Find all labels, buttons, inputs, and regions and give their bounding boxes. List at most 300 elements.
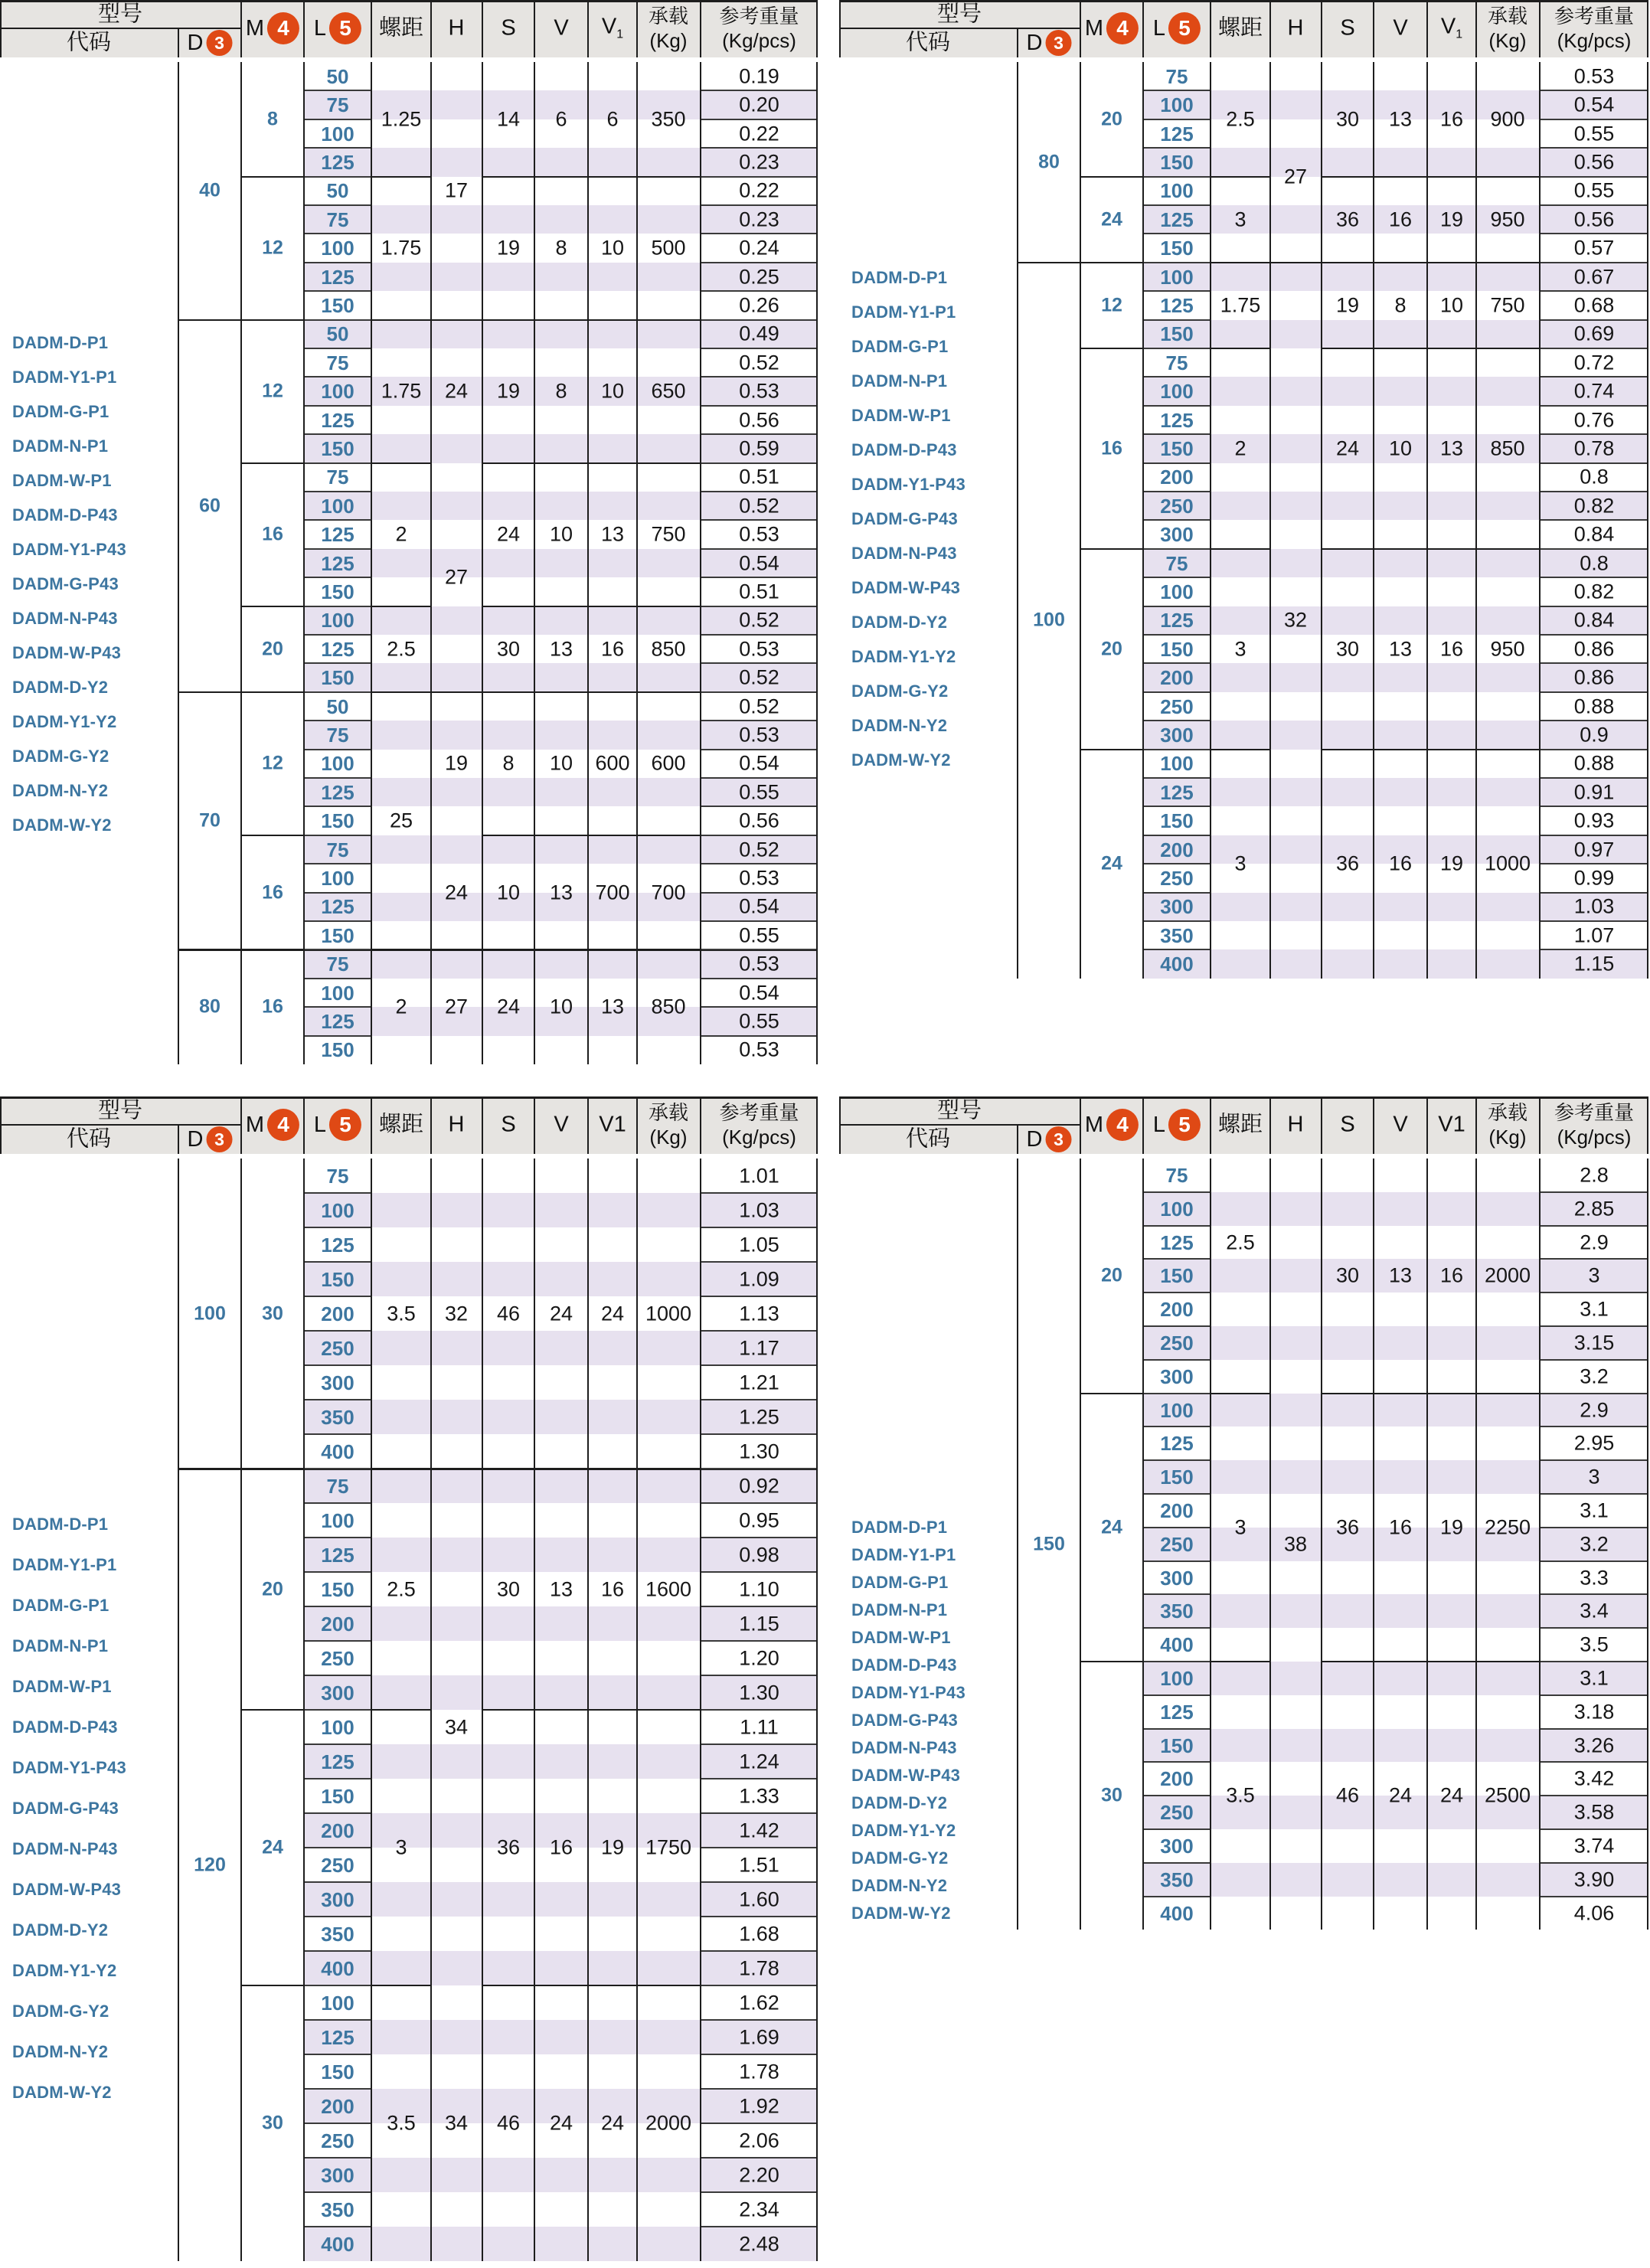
l-value: 50 [326, 322, 349, 346]
grid-line [1143, 262, 1211, 263]
grid-line [636, 62, 638, 1064]
grid-line [701, 233, 818, 234]
s-value: 36 [1335, 1515, 1360, 1539]
grid-line [304, 577, 371, 578]
grid-line [1143, 1795, 1211, 1796]
grid-line [1539, 62, 1541, 979]
grid-line [1210, 1159, 1211, 1930]
col-header-m [1085, 12, 1139, 44]
grid-line [701, 1364, 818, 1366]
code-item: DADM-G-P43 [851, 508, 958, 528]
l-value: 200 [1160, 838, 1194, 861]
grid-line [304, 892, 371, 894]
h-value: 24 [444, 881, 469, 904]
l-value: 125 [1160, 1700, 1194, 1724]
m-value: 16 [262, 523, 283, 545]
m-label: M [245, 15, 265, 41]
weight-value: 3.5 [1580, 1632, 1609, 1656]
grid-line [700, 1159, 701, 2261]
grid-line [304, 978, 371, 979]
load-value: 1750 [645, 1835, 692, 1859]
weight-value: 1.30 [739, 1681, 779, 1704]
pitch-value: 2.5 [1226, 107, 1255, 131]
grid-line [240, 1159, 242, 2261]
weight-value: 0.98 [739, 1543, 779, 1566]
code-item: DADM-Y1-P43 [12, 539, 126, 559]
grid-line [1540, 1225, 1648, 1227]
grid-line [1143, 319, 1211, 321]
col-header-pitch: 螺距 [378, 15, 424, 41]
grid-line [701, 462, 818, 464]
spec-table-bottom-left [0, 1096, 818, 2256]
weight-value: 0.52 [739, 665, 779, 689]
v-value: 24 [549, 2111, 573, 2135]
grid-line [701, 376, 818, 377]
weight-value: 1.25 [739, 1405, 779, 1428]
l-value: 150 [321, 923, 355, 947]
grid-line [636, 1096, 638, 1154]
m-label: M [1084, 1112, 1104, 1137]
grid-line [178, 62, 179, 1064]
grid-line [1143, 949, 1211, 950]
l-value: 75 [326, 208, 349, 231]
l-value: 350 [1160, 1600, 1194, 1623]
grid-line [1540, 405, 1648, 407]
grid-line [700, 62, 701, 1064]
code-item: DADM-W-P43 [12, 642, 122, 662]
l-value: 125 [1160, 609, 1194, 632]
grid-line [304, 1364, 371, 1366]
grid-line [1321, 62, 1322, 979]
grid-line [1647, 62, 1648, 979]
l-value: 250 [1160, 1532, 1194, 1556]
h-value: 19 [444, 751, 469, 775]
grid-line [1210, 0, 1211, 57]
l-value: 250 [321, 1853, 355, 1877]
s-value: 24 [1335, 436, 1360, 460]
grid-line [701, 119, 818, 120]
load-value: 600 [651, 751, 686, 775]
grid-line [534, 0, 535, 57]
row-stripe [1143, 663, 1648, 691]
grid-line [636, 1159, 638, 2261]
d-value: 80 [1038, 151, 1060, 173]
weight-value: 0.84 [1573, 608, 1615, 632]
l-label: L [1152, 1112, 1166, 1137]
grid-line [304, 2226, 371, 2227]
weight-value: 3.42 [1573, 1766, 1615, 1790]
weight-value: 3.1 [1580, 1666, 1609, 1690]
grid-line [304, 1743, 371, 1745]
grid-line [304, 233, 371, 234]
l-value: 125 [1160, 122, 1194, 145]
grid-line [1143, 290, 1211, 292]
code-item: DADM-D-P1 [851, 267, 948, 287]
grid-line [701, 1227, 818, 1228]
code-item: DADM-Y1-Y2 [851, 646, 956, 666]
grid-line [701, 634, 818, 636]
grid-line [701, 1330, 818, 1332]
l-value: 150 [1160, 237, 1194, 260]
load-value: 1000 [1484, 851, 1531, 875]
grid-line [816, 62, 818, 1064]
v-value: 10 [1388, 436, 1413, 460]
weight-value: 0.84 [1573, 522, 1615, 546]
h-value: 27 [1283, 165, 1308, 188]
weight-value: 1.11 [740, 1715, 779, 1738]
l-value: 200 [321, 1612, 355, 1636]
grid-line [701, 662, 818, 664]
grid-line [1210, 1096, 1211, 1154]
v-value: 10 [549, 522, 573, 546]
grid-line [701, 319, 818, 321]
l-value: 200 [1160, 1298, 1194, 1322]
grid-line [1143, 1896, 1211, 1897]
weight-value: 0.53 [739, 1038, 779, 1061]
weight-value: 0.55 [739, 923, 779, 947]
m-value: 30 [262, 1302, 283, 1324]
v1-value: 16 [1439, 107, 1464, 131]
s-value: 19 [1335, 293, 1360, 317]
grid-line [304, 2088, 371, 2090]
v-value: 13 [1388, 1263, 1413, 1287]
col-header-v: V [554, 15, 569, 41]
grid-line [1540, 433, 1648, 435]
grid-line [304, 1847, 371, 1848]
row-stripe [1143, 320, 1648, 348]
code-item: DADM-Y1-P1 [851, 1545, 956, 1564]
weight-value: 1.15 [739, 1612, 779, 1635]
grid-line [1540, 147, 1648, 149]
weight-value: 0.52 [739, 494, 779, 518]
v1-value: 10 [600, 236, 625, 260]
grid-line [701, 1847, 818, 1848]
pitch-value: 2.5 [1226, 1230, 1255, 1253]
v1-value: 6 [606, 107, 619, 131]
grid-line [304, 90, 371, 91]
v1-value: 13 [1439, 436, 1464, 460]
weight-value: 0.52 [739, 608, 779, 632]
grid-line [178, 1159, 179, 2261]
grid-line [304, 262, 371, 263]
col-header-d [1027, 30, 1072, 56]
m-value: 20 [262, 1578, 283, 1600]
m-value: 30 [262, 2112, 283, 2134]
pitch-value: 1.75 [1220, 293, 1261, 317]
v1-value: 24 [1439, 1783, 1464, 1807]
grid-line [240, 1096, 242, 1154]
grid-line [1143, 1393, 1211, 1394]
code-item: DADM-Y1-P1 [12, 1554, 117, 1574]
v-value: 13 [549, 637, 573, 661]
weight-value: 0.55 [739, 780, 779, 804]
weight-value: 1.69 [739, 2025, 779, 2048]
grid-line [701, 978, 818, 979]
grid-line [1426, 0, 1428, 57]
h-value: 32 [1283, 608, 1308, 632]
col-header-v1: V1 [599, 1112, 626, 1137]
v-value: 8 [555, 379, 567, 403]
l-value: 150 [321, 809, 355, 833]
grid-line [1540, 1393, 1648, 1394]
col-header-code: 代码 [905, 30, 951, 55]
grid-line [1540, 1694, 1648, 1696]
grid-line [304, 1985, 371, 1986]
grid-line [1143, 1292, 1211, 1293]
col-header-load: 承载 (Kg) [648, 5, 689, 52]
weight-value: 0.56 [1573, 208, 1615, 231]
load-value: 2000 [1484, 1263, 1531, 1287]
col-header-l [314, 1109, 361, 1141]
l-value: 250 [1160, 494, 1194, 518]
grid-line [701, 1433, 818, 1435]
m-value: 20 [262, 638, 283, 660]
weight-value: 3.1 [1580, 1498, 1609, 1522]
col-header-load: 承载 (Kg) [1487, 1101, 1528, 1149]
pitch-value: 3 [1234, 637, 1246, 661]
code-item: DADM-N-Y2 [12, 780, 109, 800]
grid-line [1540, 835, 1648, 836]
grid-line [0, 0, 2, 57]
weight-value: 3.2 [1580, 1364, 1609, 1388]
weight-value: 0.56 [739, 408, 779, 431]
grid-line [701, 348, 818, 349]
weight-value: 0.53 [739, 952, 779, 976]
l-value: 75 [326, 351, 349, 374]
h-value: 24 [444, 379, 469, 403]
grid-line [701, 2226, 818, 2227]
v-value: 16 [549, 1835, 573, 1859]
grid-line [701, 1709, 818, 1711]
grid-line [430, 62, 432, 1064]
weight-value: 0.54 [739, 894, 779, 918]
v1-value: 16 [600, 1577, 625, 1600]
s-value: 36 [1335, 851, 1360, 875]
weight-value: 0.54 [739, 751, 779, 775]
h-value: 38 [1283, 1532, 1308, 1556]
l-value: 200 [1160, 1498, 1194, 1522]
grid-line [1540, 290, 1648, 292]
grid-line [701, 1916, 818, 1917]
grid-line [0, 28, 241, 29]
grid-line [304, 1296, 371, 1297]
load-value: 700 [651, 881, 686, 904]
grid-line [1017, 1125, 1018, 1154]
l-value: 125 [1160, 408, 1194, 432]
grid-line [701, 749, 818, 750]
d-value: 100 [1033, 609, 1065, 631]
grid-line [1143, 90, 1211, 91]
m-label: M [1084, 15, 1104, 41]
d-value: 40 [199, 179, 221, 201]
badge-3-icon: 3 [1045, 1126, 1071, 1152]
grid-line [1143, 1527, 1211, 1528]
l-value: 125 [1160, 1432, 1194, 1456]
grid-line [1540, 548, 1648, 550]
grid-line [1540, 1627, 1648, 1629]
row-stripe [1143, 492, 1648, 520]
l-value: 100 [1160, 93, 1194, 117]
badge-4-icon: 4 [1106, 1109, 1139, 1141]
code-item: DADM-Y1-P43 [851, 474, 965, 494]
l-value: 100 [1160, 265, 1194, 289]
code-item: DADM-G-P43 [851, 1711, 958, 1730]
code-item: DADM-G-P43 [12, 574, 119, 593]
d-value: 100 [194, 1302, 226, 1324]
weight-value: 0.57 [1573, 236, 1615, 260]
grid-line [1143, 1225, 1211, 1227]
grid-line [304, 1035, 371, 1037]
grid-line [701, 1468, 818, 1469]
grid-line [839, 28, 1080, 29]
grid-line [304, 720, 371, 721]
grid-line [1142, 62, 1144, 979]
load-value: 500 [651, 236, 686, 260]
weight-value: 1.92 [739, 2094, 779, 2117]
m-value: 20 [1101, 1264, 1122, 1286]
d-value: 60 [199, 495, 221, 517]
s-value: 24 [496, 522, 521, 546]
grid-line [430, 1096, 432, 1154]
col-header-load: 承载 (Kg) [1487, 5, 1528, 52]
l-value: 125 [1160, 208, 1194, 231]
grid-line [701, 1985, 818, 1986]
row-stripe [1143, 1192, 1648, 1226]
grid-line [701, 1261, 818, 1263]
l-value: 75 [326, 953, 349, 976]
h-value: 34 [444, 2111, 469, 2135]
l-value: 150 [321, 666, 355, 690]
s-value: 30 [496, 637, 521, 661]
weight-value: 0.82 [1573, 494, 1615, 518]
l-value: 100 [321, 237, 355, 260]
grid-line [304, 2019, 371, 2021]
grid-line [304, 376, 371, 377]
code-item: DADM-N-Y2 [851, 1876, 948, 1895]
weight-value: 0.53 [739, 723, 779, 747]
grid-line [1540, 1459, 1648, 1461]
grid-line [701, 2191, 818, 2193]
load-value: 350 [651, 107, 686, 131]
grid-line [1143, 634, 1211, 636]
l-label: L [313, 15, 327, 41]
weight-value: 0.9 [1580, 723, 1609, 747]
load-value: 2000 [645, 2111, 692, 2135]
m-value: 16 [1101, 437, 1122, 459]
grid-line [1142, 0, 1144, 57]
l-value: 125 [321, 1750, 355, 1773]
l-value: 250 [1160, 1331, 1194, 1355]
weight-value: 1.13 [739, 1302, 779, 1325]
v-value: 13 [1388, 637, 1413, 661]
row-stripe [1143, 377, 1648, 405]
grid-line [1540, 233, 1648, 234]
grid-line [1540, 777, 1648, 779]
grid-line [304, 920, 371, 922]
grid-line [701, 1399, 818, 1400]
grid-line [701, 90, 818, 91]
weight-value: 1.68 [739, 1922, 779, 1945]
grid-line [1475, 1159, 1477, 1930]
col-header-s: S [1340, 15, 1355, 41]
code-item: DADM-G-Y2 [12, 2001, 109, 2021]
weight-value: 0.25 [739, 265, 779, 288]
grid-line [1540, 577, 1648, 578]
grid-line [304, 290, 371, 292]
grid-line [1143, 1560, 1211, 1562]
weight-value: 0.68 [1573, 293, 1615, 317]
grid-line [701, 2157, 818, 2159]
badge-4-icon: 4 [267, 12, 299, 44]
l-value: 150 [1160, 1466, 1194, 1489]
load-value: 750 [651, 522, 686, 546]
grid-line [839, 0, 1648, 2]
pitch-value: 1.75 [381, 379, 422, 403]
grid-line [1373, 0, 1374, 57]
grid-line [304, 1433, 371, 1435]
grid-line [1080, 62, 1081, 979]
weight-value: 1.62 [739, 1991, 779, 2014]
grid-line [1080, 1159, 1081, 1930]
grid-line [304, 662, 371, 664]
grid-line [1143, 606, 1211, 607]
l-value: 100 [321, 1715, 355, 1739]
weight-value: 3.3 [1580, 1566, 1609, 1589]
grid-line [587, 1096, 589, 1154]
grid-line [482, 1096, 483, 1154]
l-value: 350 [321, 1405, 355, 1429]
weight-value: 0.92 [739, 1474, 779, 1497]
grid-line [1426, 1159, 1428, 1930]
l-value: 250 [1160, 866, 1194, 890]
pitch-value: 25 [389, 809, 413, 832]
badge-5-icon: 5 [329, 12, 361, 44]
col-header-code: 代码 [66, 30, 112, 55]
weight-value: 0.86 [1573, 637, 1615, 661]
pitch-value: 3.5 [387, 2111, 416, 2135]
badge-3-icon: 3 [206, 30, 232, 56]
grid-line [304, 1502, 371, 1504]
grid-line [701, 1640, 818, 1642]
v1-value: 16 [1439, 1263, 1464, 1287]
s-value: 8 [502, 751, 515, 775]
grid-line [587, 1159, 589, 2261]
grid-line [701, 1537, 818, 1538]
weight-value: 0.78 [1573, 436, 1615, 460]
badge-3-icon: 3 [1045, 30, 1071, 56]
weight-value: 0.19 [739, 64, 779, 88]
code-item: DADM-W-P43 [12, 1879, 122, 1899]
s-value: 46 [1335, 1783, 1360, 1807]
l-value: 100 [321, 1508, 355, 1532]
grid-line [1540, 1258, 1648, 1260]
l-value: 100 [321, 752, 355, 776]
weight-value: 2.06 [739, 2129, 779, 2152]
grid-line [304, 2123, 371, 2124]
grid-line [701, 2088, 818, 2090]
grid-line [1143, 204, 1211, 206]
l-value: 300 [1160, 1364, 1194, 1388]
grid-line [1540, 90, 1648, 91]
weight-value: 0.23 [739, 208, 779, 231]
row-stripe [1143, 606, 1648, 635]
l-value: 250 [1160, 694, 1194, 718]
grid-line [304, 319, 371, 321]
grid-line [587, 62, 589, 1064]
col-header-pitch: 螺距 [1217, 15, 1263, 41]
grid-line [1143, 1459, 1211, 1461]
l-value: 150 [1160, 150, 1194, 174]
